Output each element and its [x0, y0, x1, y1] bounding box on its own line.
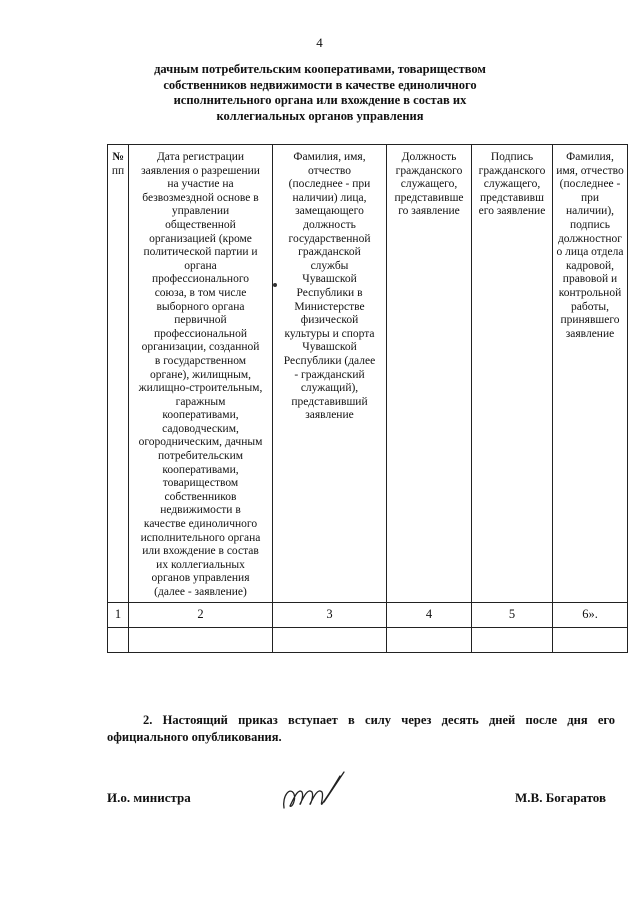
header-line: гражданской	[298, 246, 361, 259]
header-line: - гражданский	[294, 368, 365, 381]
header-line: государственной	[288, 232, 371, 245]
registration-table	[107, 144, 628, 653]
header-line: (далее - заявление)	[154, 586, 247, 598]
header-line: товариществом	[162, 477, 239, 490]
header-line: выборного органа	[156, 300, 245, 313]
header-line: заявление	[305, 409, 354, 422]
header-line: Дата регистрации	[156, 151, 245, 163]
handwritten-signature	[280, 768, 348, 816]
page-number: 4	[316, 35, 323, 50]
header-line: органов управления	[151, 572, 250, 585]
header-line: заявления о разрешении	[141, 164, 260, 177]
header-line: Республики в	[296, 286, 363, 299]
header-line: службы	[310, 259, 349, 272]
header-line: Подпись	[490, 151, 534, 163]
signer-name: М.В. Богаратов	[515, 790, 606, 805]
header-line: профессиональной	[153, 327, 247, 340]
column-header-employee-name	[273, 145, 387, 603]
header-line: Чувашской	[302, 273, 357, 286]
header-line: представивший	[291, 395, 368, 408]
header-line: служащего,	[400, 178, 458, 191]
header-line: наличии) лица,	[292, 191, 367, 204]
column-number: 5	[472, 602, 553, 627]
header-line: собственников	[164, 490, 237, 503]
table-cell	[472, 627, 553, 652]
header-line: замещающего	[295, 205, 364, 218]
table-cell	[273, 627, 387, 652]
header-line: его заявление	[478, 205, 546, 218]
section-heading	[140, 62, 500, 124]
heading-line: исполнительного органа или вхождение в состав их	[173, 93, 467, 107]
header-line: их коллегиальных	[156, 558, 245, 571]
header-line: кадровой,	[566, 259, 614, 272]
header-line: или вхождение в состав	[142, 545, 259, 558]
header-line: общественной	[165, 218, 236, 231]
header-line: физической	[300, 314, 359, 327]
header-line: садоводческим,	[162, 422, 239, 435]
header-line: пп	[111, 164, 125, 177]
header-line: управлении	[171, 205, 230, 218]
header-line: Республики (далее	[283, 354, 376, 367]
header-line: кооперативами,	[162, 409, 239, 422]
column-number: 3	[273, 602, 387, 627]
header-line: первичной	[174, 314, 227, 327]
header-line: кооперативами,	[162, 463, 239, 476]
header-line: наличии),	[565, 205, 615, 218]
column-header-employee-position	[387, 145, 472, 603]
header-line: (последнее -	[559, 178, 621, 191]
table-cell	[108, 627, 129, 652]
header-line: потребительским	[157, 450, 243, 463]
header-line: работы,	[571, 300, 609, 313]
header-line: при	[580, 191, 600, 204]
header-line: должностног	[557, 232, 623, 245]
column-number: 6».	[553, 602, 628, 627]
heading-line: коллегиальных органов управления	[216, 108, 424, 123]
header-line: органе), жилищным,	[149, 368, 252, 381]
header-line: должность	[303, 218, 356, 231]
header-line: Фамилия, имя,	[293, 151, 366, 163]
header-line: подпись	[569, 218, 611, 231]
header-line: культуры и спорта	[284, 327, 375, 340]
signer-role: И.о. министра	[107, 790, 191, 805]
header-line: контрольной	[558, 286, 622, 299]
column-header-official-name-signature	[553, 145, 628, 603]
header-line: в государственном	[154, 354, 247, 367]
header-line: профессионального	[151, 273, 250, 286]
header-line: на участие на	[167, 178, 234, 191]
closing-line-1: 2. Настоящий приказ вступает в силу через десять дней после дня его	[143, 713, 615, 727]
header-line: представивш	[480, 191, 544, 204]
header-line: огородническим, дачным	[138, 436, 263, 449]
header-line: недвижимости в	[160, 504, 241, 517]
header-line: качестве единоличного	[143, 518, 258, 531]
scan-dot-mark	[273, 283, 277, 287]
table-row-column-numbers	[108, 602, 628, 627]
header-line: имя, отчество	[556, 164, 624, 177]
header-line: Фамилия,	[566, 151, 614, 163]
column-number: 4	[387, 602, 472, 627]
closing-paragraph	[107, 712, 615, 746]
closing-line-2: официального опубликования.	[107, 730, 282, 744]
header-line: гражданского	[478, 164, 546, 177]
column-number: 1	[108, 602, 129, 627]
header-line: представивше	[394, 191, 464, 204]
header-line: о лица отдела	[556, 246, 624, 259]
header-line: правовой и	[562, 273, 618, 286]
heading-line: собственников недвижимости в качестве единоличного	[163, 77, 477, 92]
header-line: гаражным	[175, 395, 226, 408]
column-number: 2	[129, 602, 273, 627]
header-line: №	[112, 151, 124, 163]
header-line: отчество	[307, 164, 352, 177]
table-header-row	[108, 145, 628, 603]
header-line: заявление	[565, 327, 615, 340]
column-header-number	[108, 145, 129, 603]
heading-line: дачным потребительским кооперативами, товариществом	[154, 62, 486, 76]
header-line: Должность	[401, 151, 457, 163]
header-line: организации, созданной	[141, 341, 260, 354]
header-line: политической партии и	[143, 246, 258, 259]
column-header-registration-date	[129, 145, 273, 603]
header-line: го заявление	[398, 205, 460, 218]
header-line: (последнее - при	[288, 178, 371, 191]
column-header-employee-signature	[472, 145, 553, 603]
table-cell	[129, 627, 273, 652]
header-line: служащего,	[483, 178, 541, 191]
header-line: служащий),	[300, 382, 359, 395]
header-line: организацией (кроме	[149, 232, 252, 245]
table-cell	[387, 627, 472, 652]
header-line: органа	[184, 259, 217, 272]
header-line: Министерстве	[294, 300, 365, 313]
header-line: Чувашской	[302, 341, 357, 354]
table-row-empty	[108, 627, 628, 652]
header-line: безвозмездной основе в	[142, 191, 259, 204]
header-line: принявшего	[560, 314, 620, 327]
header-line: гражданского	[395, 164, 463, 177]
header-line: исполнительного органа	[140, 531, 261, 544]
table-cell	[553, 627, 628, 652]
header-line: жилищно-строительным,	[138, 382, 263, 395]
header-line: союза, в том числе	[154, 286, 247, 299]
